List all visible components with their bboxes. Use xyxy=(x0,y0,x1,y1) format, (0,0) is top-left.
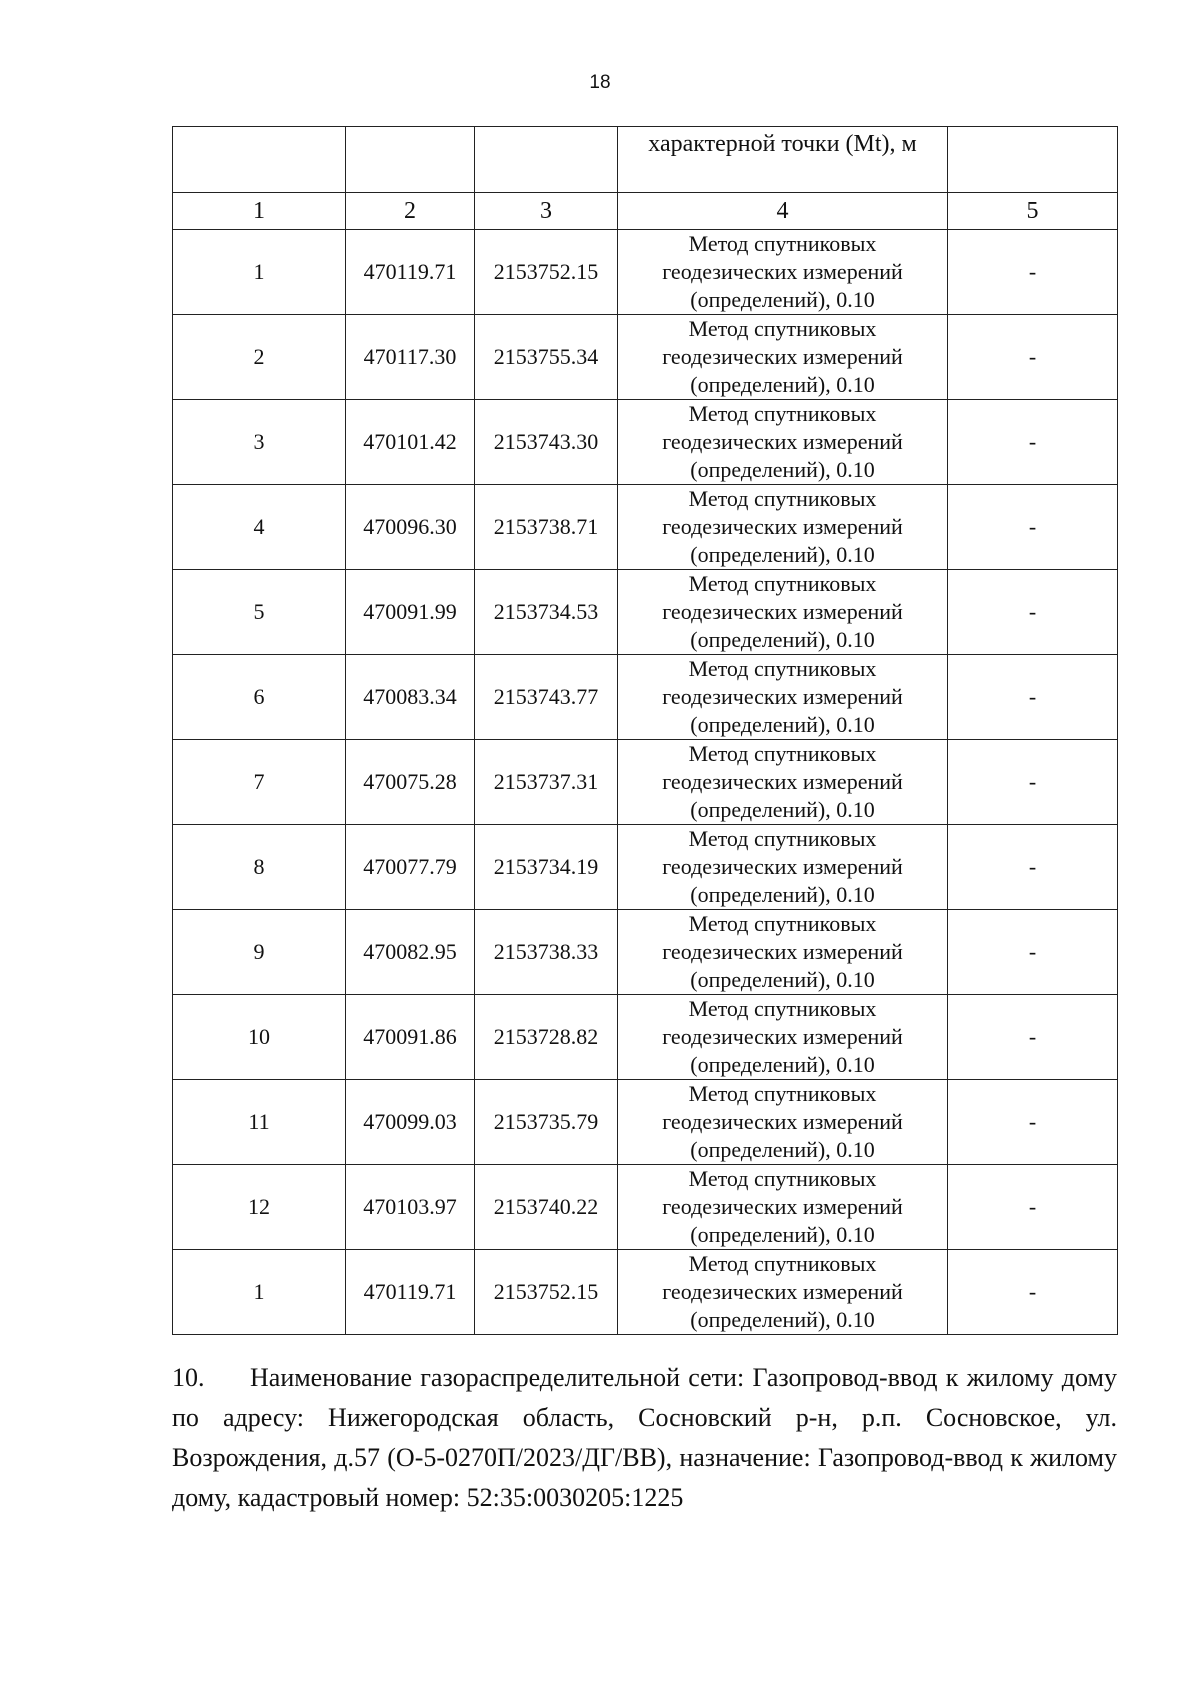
method-line: (определений), 0.10 xyxy=(690,1307,875,1332)
coordinates-table xyxy=(172,126,1118,1335)
note-cell: - xyxy=(948,740,1118,825)
point-number-cell: 1 xyxy=(173,1250,346,1335)
method-line: (определений), 0.10 xyxy=(690,1222,875,1247)
point-number-cell: 11 xyxy=(173,1080,346,1165)
table-row xyxy=(173,230,1118,315)
x-coordinate-cell: 470119.71 xyxy=(346,230,475,315)
y-coordinate-cell: 2153728.82 xyxy=(475,995,618,1080)
note-cell: - xyxy=(948,655,1118,740)
table-row xyxy=(173,570,1118,655)
header-cell xyxy=(948,127,1118,193)
method-line: (определений), 0.10 xyxy=(690,627,875,652)
method-line: Метод спутниковых xyxy=(688,911,877,936)
method-line: геодезических измерений xyxy=(662,1024,903,1049)
method-cell xyxy=(618,570,948,655)
point-number-cell: 10 xyxy=(173,995,346,1080)
point-number-cell: 3 xyxy=(173,400,346,485)
header-cell xyxy=(173,127,346,193)
column-number-cell: 4 xyxy=(618,193,948,230)
note-cell: - xyxy=(948,485,1118,570)
method-line: (определений), 0.10 xyxy=(690,882,875,907)
y-coordinate-cell: 2153740.22 xyxy=(475,1165,618,1250)
method-cell xyxy=(618,825,948,910)
point-number-cell: 4 xyxy=(173,485,346,570)
x-coordinate-cell: 470101.42 xyxy=(346,400,475,485)
method-line: (определений), 0.10 xyxy=(690,967,875,992)
x-coordinate-cell: 470077.79 xyxy=(346,825,475,910)
method-line: (определений), 0.10 xyxy=(690,712,875,737)
x-coordinate-cell: 470083.34 xyxy=(346,655,475,740)
x-coordinate-cell: 470075.28 xyxy=(346,740,475,825)
table-row xyxy=(173,315,1118,400)
method-line: геодезических измерений xyxy=(662,344,903,369)
method-cell xyxy=(618,315,948,400)
table-column-numbers-row xyxy=(173,193,1118,230)
table-row xyxy=(173,1080,1118,1165)
method-line: Метод спутниковых xyxy=(688,656,877,681)
paragraph-number: 10. xyxy=(172,1363,205,1392)
x-coordinate-cell: 470091.86 xyxy=(346,995,475,1080)
method-line: геодезических измерений xyxy=(662,1109,903,1134)
method-line: Метод спутниковых xyxy=(688,1081,877,1106)
method-line: геодезических измерений xyxy=(662,684,903,709)
table-row xyxy=(173,825,1118,910)
column-number-cell: 2 xyxy=(346,193,475,230)
method-line: (определений), 0.10 xyxy=(690,797,875,822)
x-coordinate-cell: 470103.97 xyxy=(346,1165,475,1250)
table-row xyxy=(173,740,1118,825)
method-line: Метод спутниковых xyxy=(688,1166,877,1191)
y-coordinate-cell: 2153752.15 xyxy=(475,1250,618,1335)
method-line: (определений), 0.10 xyxy=(690,372,875,397)
header-cell: характерной точки (Mt), м xyxy=(618,127,948,193)
x-coordinate-cell: 470099.03 xyxy=(346,1080,475,1165)
method-cell xyxy=(618,485,948,570)
x-coordinate-cell: 470119.71 xyxy=(346,1250,475,1335)
y-coordinate-cell: 2153735.79 xyxy=(475,1080,618,1165)
table-continued-header-row xyxy=(173,127,1118,193)
y-coordinate-cell: 2153752.15 xyxy=(475,230,618,315)
table-row xyxy=(173,1250,1118,1335)
column-number-cell: 1 xyxy=(173,193,346,230)
paragraph-text: Наименование газораспределительной сети: Газопровод-ввод к жилому дому по адресу: Нижегородская область, Сосновский р-н, р.п. Сосновское, ул. Возрождения, д.57 (О-5-0270П/2023/ДГ/ВВ), назначение: Газопровод-ввод к жилому дому, кадастровый номер: 52:35:0030205:1225 xyxy=(172,1363,1117,1512)
method-line: геодезических измерений xyxy=(662,939,903,964)
method-line: геодезических измерений xyxy=(662,1194,903,1219)
note-cell: - xyxy=(948,1250,1118,1335)
x-coordinate-cell: 470082.95 xyxy=(346,910,475,995)
note-cell: - xyxy=(948,1165,1118,1250)
method-line: Метод спутниковых xyxy=(688,231,877,256)
note-cell: - xyxy=(948,995,1118,1080)
x-coordinate-cell: 470096.30 xyxy=(346,485,475,570)
method-line: Метод спутниковых xyxy=(688,571,877,596)
method-line: Метод спутниковых xyxy=(688,996,877,1021)
y-coordinate-cell: 2153755.34 xyxy=(475,315,618,400)
method-line: (определений), 0.10 xyxy=(690,1137,875,1162)
note-cell: - xyxy=(948,230,1118,315)
method-line: геодезических измерений xyxy=(662,854,903,879)
y-coordinate-cell: 2153737.31 xyxy=(475,740,618,825)
method-cell xyxy=(618,1080,948,1165)
method-cell xyxy=(618,1165,948,1250)
method-cell xyxy=(618,230,948,315)
method-line: геодезических измерений xyxy=(662,599,903,624)
table-row xyxy=(173,655,1118,740)
note-cell: - xyxy=(948,825,1118,910)
method-line: Метод спутниковых xyxy=(688,741,877,766)
method-cell xyxy=(618,400,948,485)
method-line: Метод спутниковых xyxy=(688,826,877,851)
y-coordinate-cell: 2153734.53 xyxy=(475,570,618,655)
method-line: Метод спутниковых xyxy=(688,486,877,511)
table-row xyxy=(173,995,1118,1080)
table-row xyxy=(173,485,1118,570)
method-line: геодезических измерений xyxy=(662,429,903,454)
method-line: (определений), 0.10 xyxy=(690,457,875,482)
note-cell: - xyxy=(948,400,1118,485)
method-line: (определений), 0.10 xyxy=(690,542,875,567)
method-line: геодезических измерений xyxy=(662,514,903,539)
point-number-cell: 8 xyxy=(173,825,346,910)
method-cell xyxy=(618,910,948,995)
method-line: геодезических измерений xyxy=(662,259,903,284)
section-paragraph xyxy=(172,1358,1117,1518)
note-cell: - xyxy=(948,1080,1118,1165)
y-coordinate-cell: 2153743.30 xyxy=(475,400,618,485)
method-line: Метод спутниковых xyxy=(688,1251,877,1276)
point-number-cell: 7 xyxy=(173,740,346,825)
y-coordinate-cell: 2153743.77 xyxy=(475,655,618,740)
y-coordinate-cell: 2153738.71 xyxy=(475,485,618,570)
note-cell: - xyxy=(948,910,1118,995)
x-coordinate-cell: 470091.99 xyxy=(346,570,475,655)
method-cell xyxy=(618,655,948,740)
note-cell: - xyxy=(948,315,1118,400)
header-cell xyxy=(475,127,618,193)
method-line: геодезических измерений xyxy=(662,1279,903,1304)
method-line: Метод спутниковых xyxy=(688,316,877,341)
table-row xyxy=(173,910,1118,995)
table-row xyxy=(173,400,1118,485)
point-number-cell: 9 xyxy=(173,910,346,995)
method-cell xyxy=(618,995,948,1080)
point-number-cell: 12 xyxy=(173,1165,346,1250)
point-number-cell: 2 xyxy=(173,315,346,400)
column-number-cell: 3 xyxy=(475,193,618,230)
point-number-cell: 1 xyxy=(173,230,346,315)
method-cell xyxy=(618,1250,948,1335)
point-number-cell: 5 xyxy=(173,570,346,655)
method-line: (определений), 0.10 xyxy=(690,287,875,312)
x-coordinate-cell: 470117.30 xyxy=(346,315,475,400)
method-cell xyxy=(618,740,948,825)
y-coordinate-cell: 2153738.33 xyxy=(475,910,618,995)
method-line: (определений), 0.10 xyxy=(690,1052,875,1077)
y-coordinate-cell: 2153734.19 xyxy=(475,825,618,910)
table-row xyxy=(173,1165,1118,1250)
note-cell: - xyxy=(948,570,1118,655)
column-number-cell: 5 xyxy=(948,193,1118,230)
page-number: 18 xyxy=(589,72,611,93)
header-cell xyxy=(346,127,475,193)
method-line: геодезических измерений xyxy=(662,769,903,794)
point-number-cell: 6 xyxy=(173,655,346,740)
method-line: Метод спутниковых xyxy=(688,401,877,426)
